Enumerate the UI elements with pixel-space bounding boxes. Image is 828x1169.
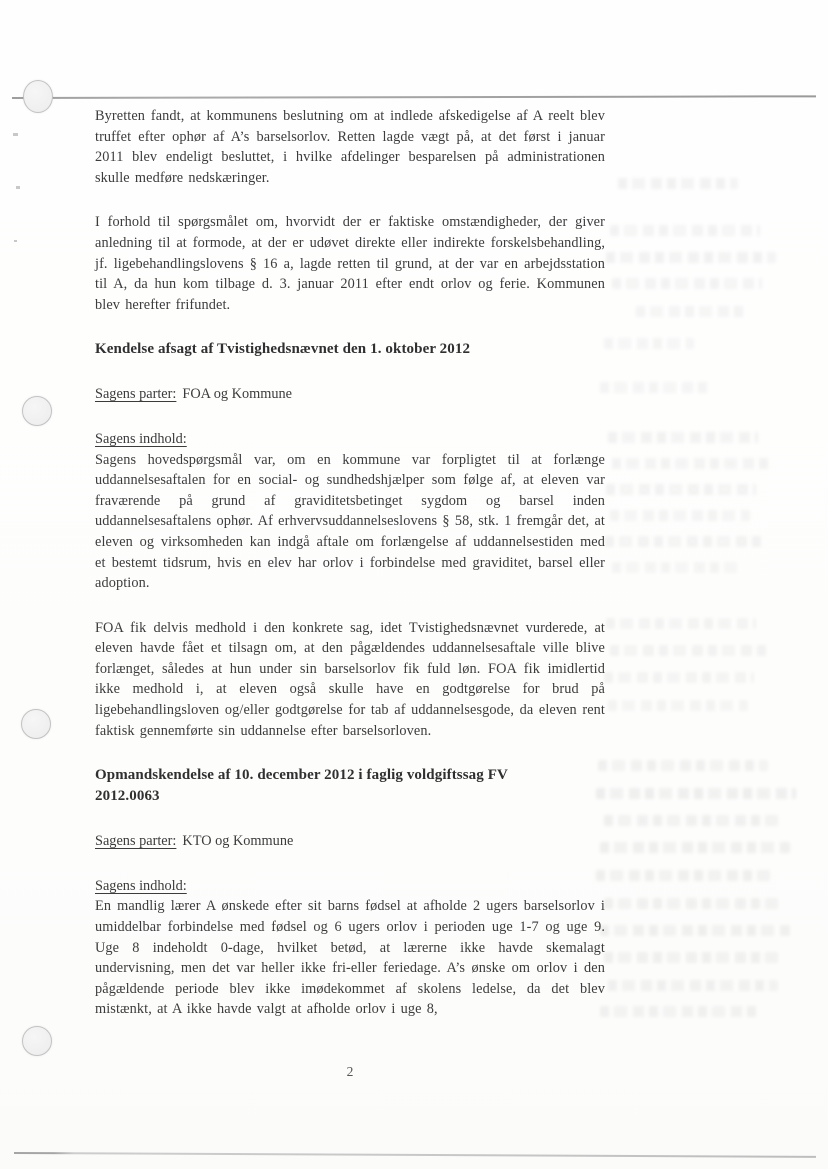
bleedthrough-artifact [604,952,784,963]
bleedthrough-artifact [604,898,784,909]
paragraph-forhold: I forhold til spørgsmålet om, hvorvidt der er faktiske omstændigheder, der giver anledning til at formode, at der er udøvet direkte eller indirekte forskelsbehandling, jf. ligebehandlingslovens § 16 a, lagde retten til grund, at der var en arbejdsstation til A, da hun kom tilbage d. 3. januar 2011 efter endt orlov og ferie. Kommunen blev herefter frifundet. [95,214,605,313]
parties-value: KTO og Kommune [182,833,294,850]
bleedthrough-artifact [600,925,790,936]
bleedthrough-artifact [612,278,762,289]
bleedthrough-artifact [605,536,765,547]
parties-value: FOA og Kommune [182,386,293,403]
bleedthrough-artifact [600,842,790,853]
paragraph-mandlig-laerer: En mandlig lærer A ønskede efter sit barns fødsel at afholde 2 ugers barselsorlov i umiddelbar forbindelse med fødsel og 6 ugers orlov i perioden uge 1-7 og uge 9. Uge 8 indeholdt 0-dage, hvilket betød, at lærerne ikke havde skemalagt undervisning, men det var heller ikke fri-eller feriedage. A’s ønske om orlov i den pågældende periode blev ikke imødekommet af skolens ledelse, da det blev mistænkt, at A ikke havde valgt at afholde orlov i uge 8, [95,898,605,1018]
parties-line [95,831,605,852]
document-text-column [95,106,605,1020]
paragraph-sagens-hovedspoergsmaal: Sagens hovedspørgsmål var, om en kommune var forpligtet til at forlænge uddannelsesaftalen for en social- og sundhedshjælper som følge af, at eleven var fraværende på grund af graviditetsbetinget sygdom og barsel inden uddannelsesaftalens ophør. Af erhvervsuddannelseslovens § 58, stk. 1 fremgår det, at eleven og virksomheden kan indgå aftale om forlængelse af uddannelsestiden med et bestemt tidsrum, hvis en elev har orlov i forbindelse med graviditet, barsel eller adoption. [95,451,605,592]
paragraph-foa-medhold: FOA fik delvis medhold i den konkrete sag, idet Tvistighedsnævnet vurderede, at eleven havde fået et tilsagn om, at den pågældendes uddannelsesaftale ville blive forlænget, således at hun under sin barselsorlov fik fuld løn. FOA fik imidlertid ikke medhold i, at eleven også skulle have en godtgørelse for brud på ligebehandlingsloven og/eller godtgørelse for tab af uddannelsesgode, da eleven rent faktisk gennemførte sin uddannelse efter barselsorloven. [95,619,605,739]
heading-opmandskendelse: Opmandskendelse af 10. december 2012 i faglig voldgiftssag FV 2012.0063 [95,767,508,805]
bleedthrough-artifact [610,645,770,656]
page-number: 2 [346,1064,354,1079]
bleedthrough-artifact [612,562,742,573]
bleedthrough-artifact [636,306,746,317]
scan-speck [16,186,20,189]
bleedthrough-artifact [618,178,738,189]
bleedthrough-artifact [596,788,796,799]
bleedthrough-artifact [606,618,756,629]
parties-label: Sagens parter: [95,386,177,403]
content-label-line [95,429,605,450]
bleedthrough-artifact [600,382,710,393]
bleedthrough-artifact [596,870,776,881]
bleedthrough-artifact [612,458,772,469]
paragraph-byretten: Byretten fandt, at kommunens beslutning om at indlede afskedigelse af A reelt blev truffet efter ophør af A’s barselsorlov. Retten lagde vægt på, at det først i januar 2011 blev endeligt besluttet, i hvilke afdelinger besparelsen på administrationen skulle medføre nedskæringer. [95,108,605,186]
content-label: Sagens indhold: [95,430,187,447]
bleedthrough-artifact [610,510,750,521]
bleedthrough-artifact [600,1006,760,1017]
hole-punch [23,80,53,113]
scan-speck [14,240,17,242]
bleedthrough-artifact [610,225,760,236]
parties-label: Sagens parter: [95,833,177,850]
bleedthrough-artifact [606,252,776,263]
heading-kendelse-tvistighedsnaevnet: Kendelse afsagt af Tvistighedsnævnet den 1. oktober 2012 [95,341,471,358]
bottom-scan-rule [14,1152,816,1158]
scan-speck [13,133,18,136]
bleedthrough-artifact [604,338,694,349]
bleedthrough-artifact [604,672,754,683]
top-scan-rule [12,95,816,99]
hole-punch [22,1026,52,1056]
hole-punch [21,709,51,739]
hole-punch [22,396,52,426]
bleedthrough-artifact [604,815,784,826]
bleedthrough-artifact [608,980,778,991]
parties-line [95,384,605,405]
bleedthrough-artifact [598,760,768,771]
content-label-line [95,876,605,897]
bleedthrough-artifact [608,700,748,711]
bleedthrough-artifact [606,484,756,495]
content-label: Sagens indhold: [95,877,187,894]
bleedthrough-artifact [608,432,758,443]
